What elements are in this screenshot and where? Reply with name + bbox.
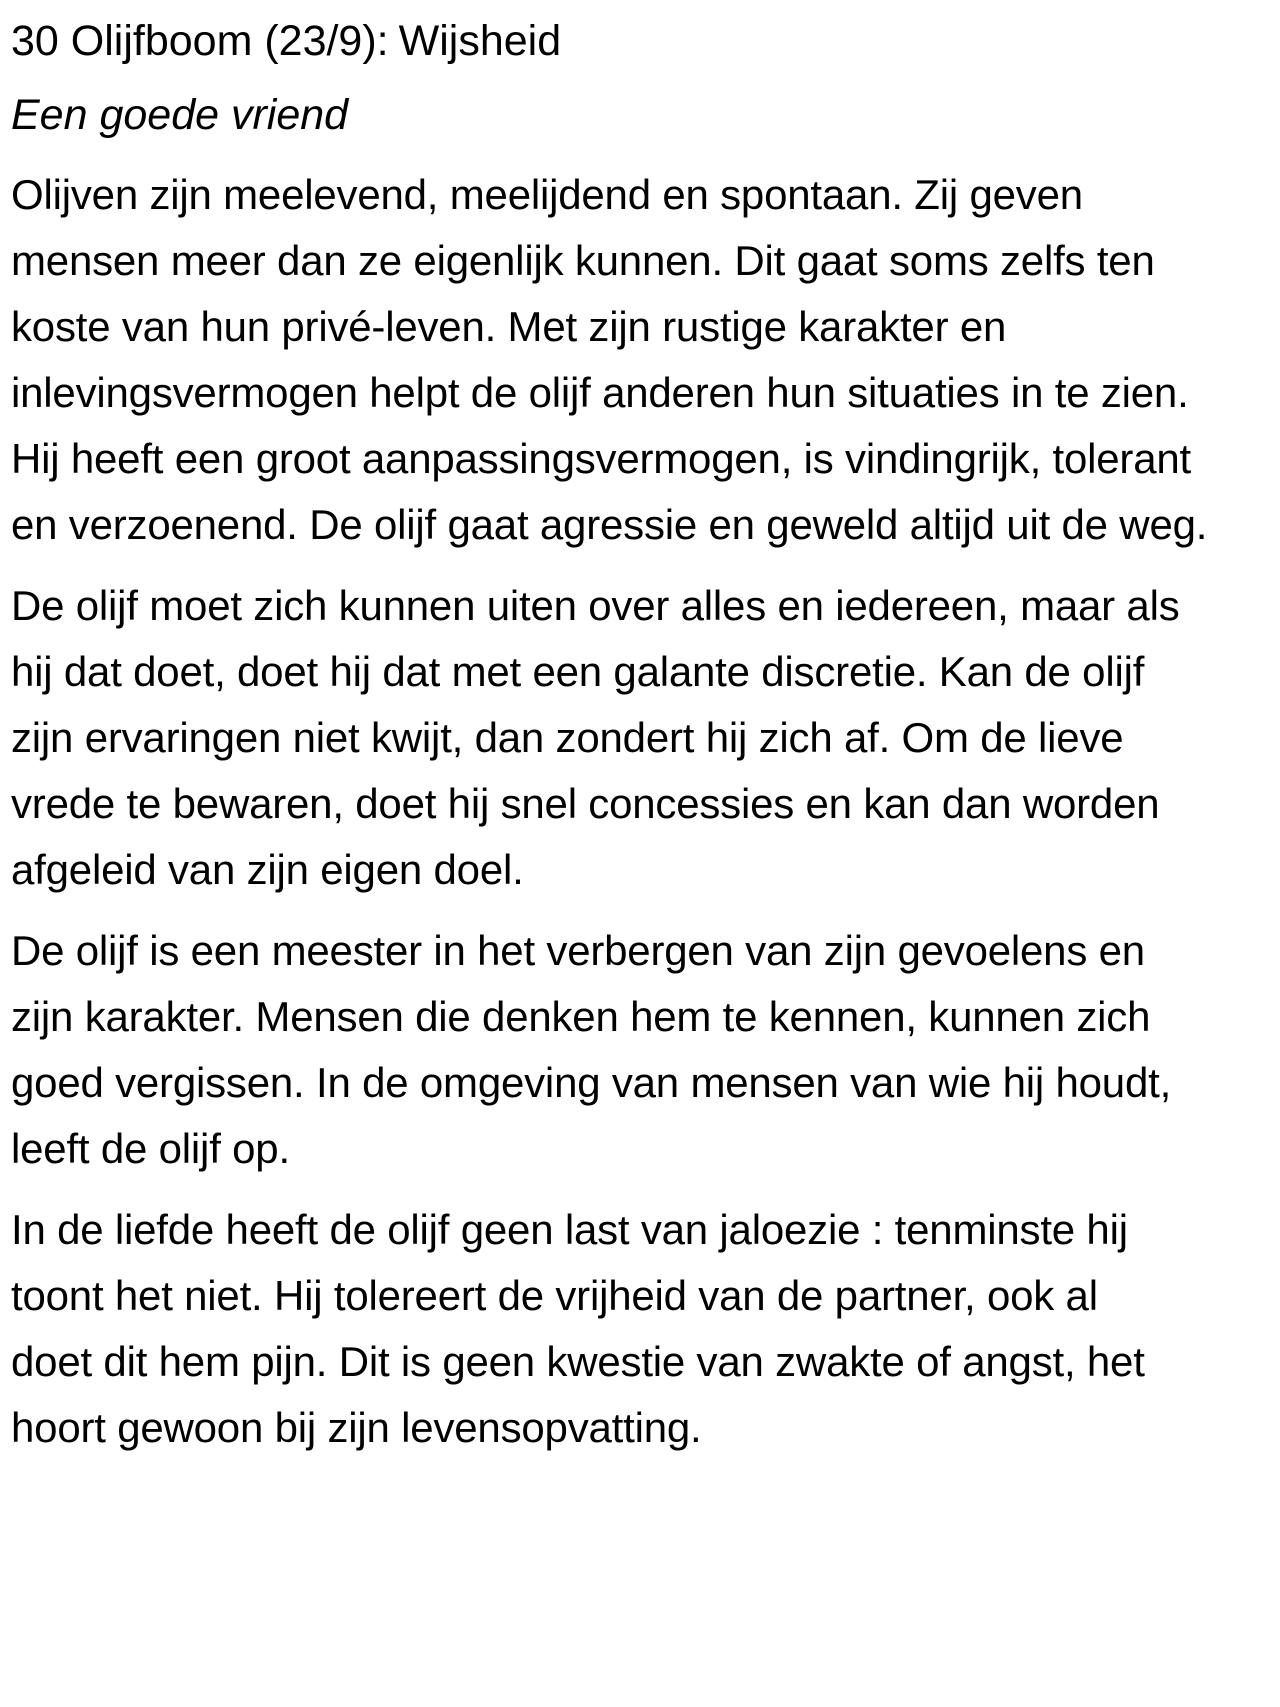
text-line: koste van hun privé-leven. Met zijn rustige karakter en: [11, 303, 1007, 350]
text-line: en verzoenend. De olijf gaat agressie en geweld altijd uit de weg.: [11, 501, 1208, 548]
title-main: 30 Olijfboom (23/9):: [11, 17, 389, 65]
page-subtitle: Een goede vriend: [11, 91, 349, 139]
text-line: De olijf moet zich kunnen uiten over alles en iedereen, maar als: [11, 582, 1180, 629]
text-line: vrede te bewaren, doet hij snel concessies en kan dan worden: [11, 780, 1160, 827]
paragraph-2: [11, 573, 1271, 903]
paragraph-3: [11, 918, 1271, 1182]
text-line: zijn karakter. Mensen die denken hem te kennen, kunnen zich: [11, 993, 1151, 1040]
text-line: mensen meer dan ze eigenlijk kunnen. Dit gaat soms zelfs ten: [11, 237, 1155, 284]
text-line: hij dat doet, doet hij dat met een galante discretie. Kan de olijf: [11, 648, 1145, 695]
text-line: leeft de olijf op.: [11, 1125, 290, 1172]
paragraph-1: [11, 162, 1271, 558]
paragraph-4: [11, 1197, 1271, 1461]
text-line: toont het niet. Hij tolereert de vrijheid van de partner, ook al: [11, 1272, 1098, 1319]
title-keyword: Wijsheid: [398, 17, 562, 65]
document-page: [11, 14, 1271, 1476]
text-line: hoort gewoon bij zijn levensopvatting.: [11, 1404, 702, 1451]
text-line: doet dit hem pijn. Dit is geen kwestie van zwakte of angst, het: [11, 1338, 1145, 1385]
text-line: Hij heeft een groot aanpassingsvermogen, is vindingrijk, tolerant: [11, 435, 1192, 482]
text-line: In de liefde heeft de olijf geen last van jaloezie : tenminste hij: [11, 1206, 1128, 1253]
text-line: afgeleid van zijn eigen doel.: [11, 846, 524, 893]
page-title: [11, 14, 1271, 68]
text-line: inlevingsvermogen helpt de olijf anderen hun situaties in te zien.: [11, 369, 1189, 416]
text-line: Olijven zijn meelevend, meelijdend en spontaan. Zij geven: [11, 171, 1083, 218]
text-line: goed vergissen. In de omgeving van mensen van wie hij houdt,: [11, 1059, 1172, 1106]
text-line: De olijf is een meester in het verbergen van zijn gevoelens en: [11, 927, 1145, 974]
text-line: zijn ervaringen niet kwijt, dan zondert hij zich af. Om de lieve: [11, 714, 1124, 761]
